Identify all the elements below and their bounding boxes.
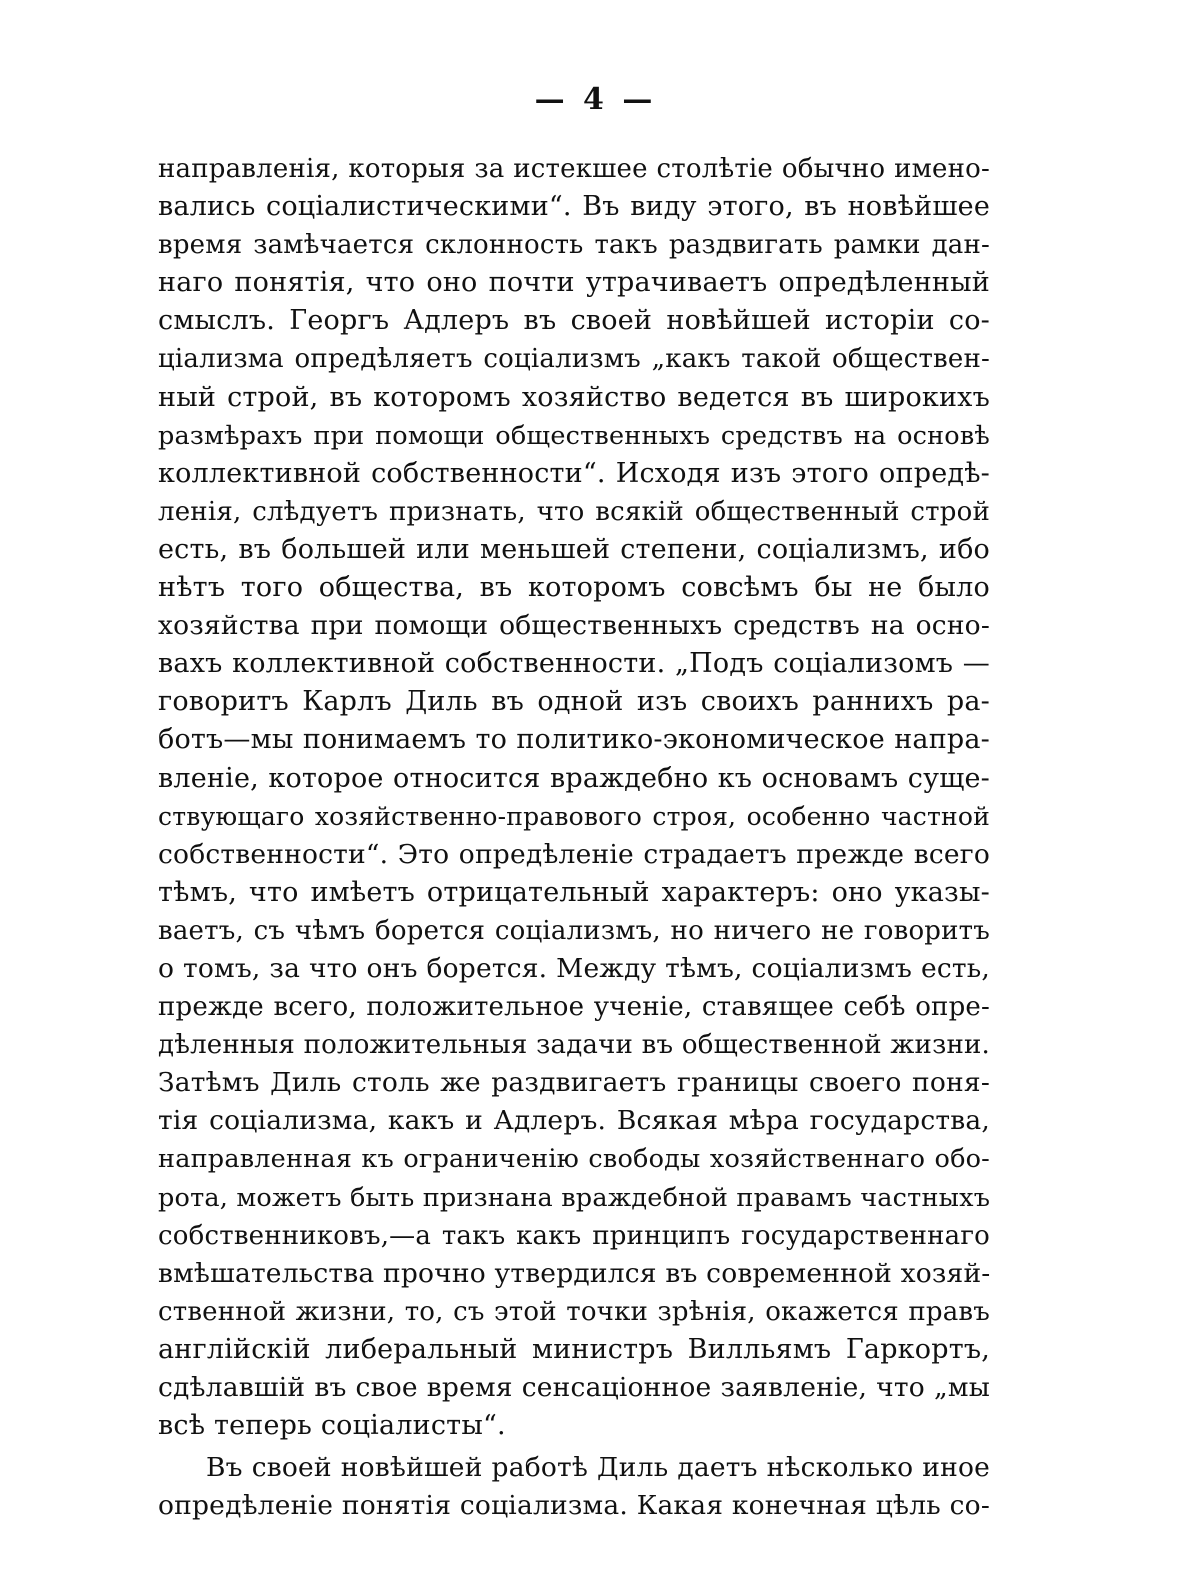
text-line: собственности“. Это опредѣленіе страдаетъ прежде всего bbox=[158, 838, 990, 870]
text-line: ствующаго хозяйственно-правового строя, особенно частной bbox=[158, 801, 990, 831]
text-line: сдѣлавшій въ свое время сенсаціонное заявленіе, что „мы bbox=[158, 1372, 990, 1403]
text-line: вленіе, которое относится враждебно къ основамъ суще- bbox=[158, 762, 990, 794]
text-line: есть, въ большей или меньшей степени, соціализмъ, ибо bbox=[158, 533, 990, 565]
text-line: дѣленныя положительныя задачи въ общественной жизни. bbox=[158, 1030, 990, 1061]
text-line: смыслъ. Георгъ Адлеръ въ своей новѣйшей исторіи со- bbox=[158, 305, 990, 337]
text-line: тія соціализма, какъ и Адлеръ. Всякая мѣра государства, bbox=[158, 1105, 990, 1137]
text-line: ціализма опредѣляетъ соціализмъ „какъ такой обществен- bbox=[158, 344, 990, 375]
text-line: ственной жизни, то, съ этой точки зрѣнія, окажется правъ bbox=[158, 1296, 990, 1327]
paragraph-1 bbox=[158, 150, 990, 1445]
page-number: — 4 — bbox=[534, 82, 657, 117]
text-line: всѣ теперь соціалисты“. bbox=[158, 1410, 506, 1442]
text-line: Затѣмъ Диль столь же раздвигаетъ границы своего поня- bbox=[158, 1067, 990, 1099]
text-line: рота, можетъ быть признана враждебной правамъ частныхъ bbox=[158, 1182, 991, 1213]
text-line: англійскій либеральный министръ Вилльямъ Гаркортъ, bbox=[158, 1333, 990, 1365]
text-line: время замѣчается склонность такъ раздвигать рамки дан- bbox=[158, 230, 990, 261]
text-line: наго понятія, что оно почти утрачиваетъ опредѣленный bbox=[158, 267, 990, 299]
text-line: ваетъ, съ чѣмъ борется соціализмъ, но ничего не говоритъ bbox=[158, 915, 990, 946]
text-line: направленная къ ограниченію свободы хозяйственнаго обо- bbox=[158, 1144, 990, 1175]
text-line: коллективной собственности“. Исходя изъ этого опредѣ- bbox=[158, 457, 990, 489]
text-line: размѣрахъ при помощи общественныхъ средствъ на основѣ bbox=[158, 420, 990, 451]
text-line: вахъ коллективной собственности. „Подъ соціализомъ — bbox=[158, 648, 990, 680]
text-line: говоритъ Карлъ Диль въ одной изъ своихъ раннихъ ра- bbox=[158, 686, 990, 718]
text-line: прежде всего, положительное ученіе, ставящее себѣ опре- bbox=[158, 992, 990, 1023]
text-line: вались соціалистическими“. Въ виду этого, въ новѣйшее bbox=[158, 191, 990, 223]
text-line: вмѣшательства прочно утвердился въ современной хозяй- bbox=[158, 1257, 991, 1289]
text-line: хозяйства при помощи общественныхъ средствъ на осно- bbox=[158, 610, 990, 642]
text-line: ленія, слѣдуетъ признать, что всякій общественный строй bbox=[158, 496, 990, 527]
text-line: Въ своей новѣйшей работѣ Диль даетъ нѣсколько иное bbox=[206, 1452, 990, 1484]
text-line: направленія, которыя за истекшее столѣтіе обычно имено- bbox=[158, 154, 990, 184]
text-line: ботъ—мы понимаемъ то политико-экономическое напра- bbox=[158, 724, 990, 756]
text-line: опредѣленіе понятія соціализма. Какая конечная цѣль со- bbox=[158, 1490, 990, 1522]
text-line: тѣмъ, что имѣетъ отрицательный характеръ: оно указы- bbox=[158, 876, 990, 908]
body-text bbox=[158, 150, 990, 1525]
text-line: собственниковъ,—а такъ какъ принципъ государственнаго bbox=[158, 1220, 990, 1251]
text-line: о томъ, за что онъ борется. Между тѣмъ, соціализмъ есть, bbox=[158, 952, 990, 984]
paragraph-2 bbox=[158, 1449, 990, 1525]
text-line: нѣтъ того общества, въ которомъ совсѣмъ бы не было bbox=[158, 572, 990, 604]
text-line: ный строй, въ которомъ хозяйство ведется въ широкихъ bbox=[158, 381, 990, 413]
